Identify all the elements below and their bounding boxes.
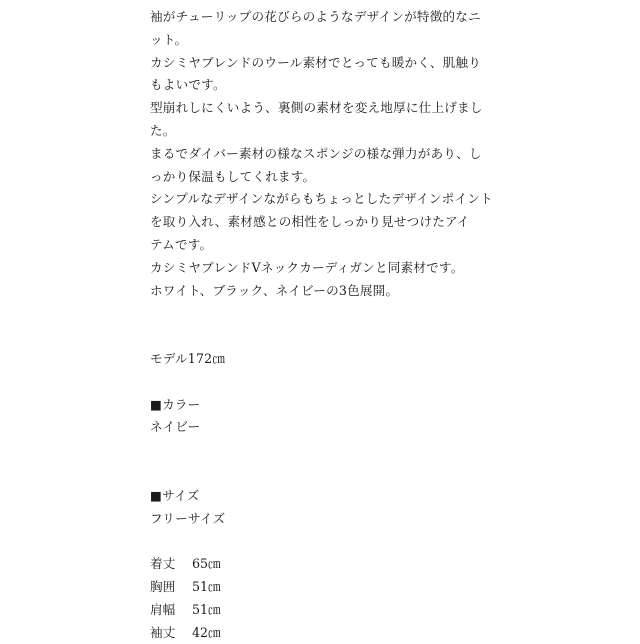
description-line: ット。: [150, 31, 188, 47]
color-heading: ■カラー: [150, 396, 201, 412]
size-value: フリーサイズ: [150, 510, 226, 526]
description-line: カシミヤブレンドVネックカーディガンと同素材です。: [150, 259, 464, 275]
measurement-row: [150, 599, 498, 622]
description-line: 袖がチューリップの花びらのようなデザインが特徴的なニ: [150, 9, 481, 24]
description-line: 型崩れしにくいよう、裏側の素材を変え地厚に仕上げまし: [150, 100, 483, 116]
description-line: を取り入れ、素材感との相性をしっかり見せつけたアイ: [150, 214, 470, 230]
size-section: [150, 485, 498, 531]
measurement-row: [150, 576, 498, 599]
measurement-row: [150, 553, 498, 576]
size-heading: ■サイズ: [150, 487, 200, 503]
description-line: もよいです。: [150, 77, 226, 93]
measurement-row: [150, 622, 498, 644]
measurements-list: [150, 553, 498, 644]
measurement-label: 肩幅: [150, 601, 176, 617]
description-line: ホワイト、ブラック、ネイビーの3色展開。: [150, 282, 399, 298]
measurement-value: 51㎝: [192, 578, 221, 594]
description-text: [150, 6, 498, 302]
description-line: テムです。: [150, 236, 213, 252]
model-height: モデル172㎝: [150, 350, 226, 366]
measurement-label: 袖丈: [150, 624, 176, 640]
description-line: シンプルなデザインながらもちょっとしたデザインポイント: [150, 191, 493, 207]
measurement-value: 65㎝: [192, 556, 221, 572]
measurement-value: 42㎝: [192, 624, 221, 640]
color-section: [150, 394, 498, 440]
description-line: っかり保温もしてくれます。: [150, 168, 316, 184]
description-line: まるでダイバー素材の様なスポンジの様な弾力があり、し: [150, 145, 482, 161]
description-line: カシミヤブレンドのウール素材でとっても暖かく、肌触り: [150, 54, 482, 70]
measurement-label: 胸囲: [150, 578, 176, 594]
measurement-label: 着丈: [150, 556, 176, 572]
product-description: [150, 6, 498, 644]
color-value: ネイビー: [150, 419, 201, 435]
measurement-value: 51㎝: [192, 601, 221, 617]
description-line: た。: [150, 122, 176, 138]
